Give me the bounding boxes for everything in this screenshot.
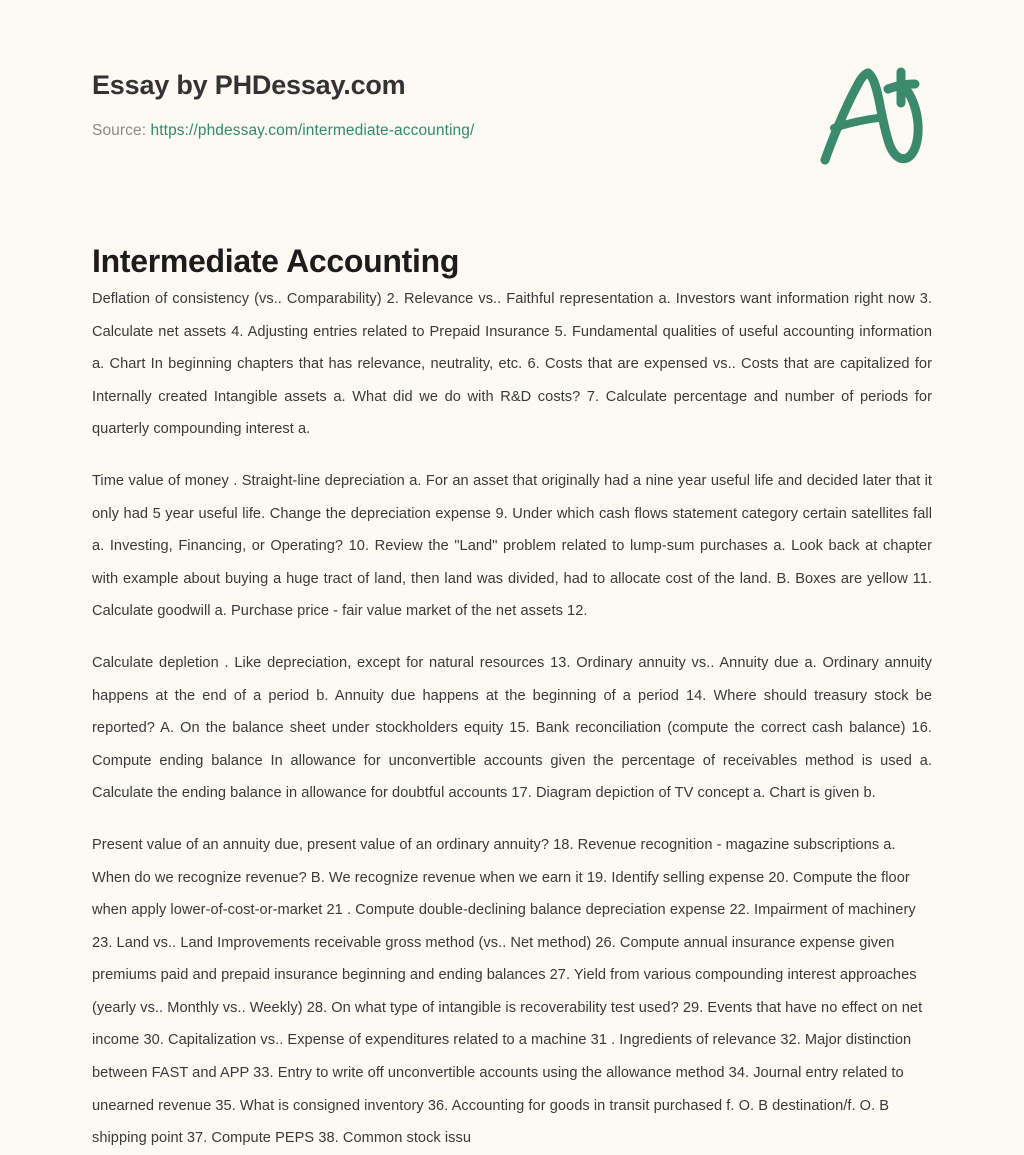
source-url-link[interactable]: https://phdessay.com/intermediate-accounting/ [150, 122, 475, 139]
page-header [0, 0, 1024, 200]
essay-body [92, 283, 932, 1155]
source-label: Source: [92, 122, 147, 139]
page-title: Intermediate Accounting [92, 243, 460, 280]
essay-paragraph: Deflation of consistency (vs.. Comparability) 2. Relevance vs.. Faithful representation a. Investors want information right now 3. Calculate net assets 4. Adjusting entries related to Prepaid Insurance 5. Fundamental qualities of useful accounting information a. Chart In beginning chapters that has relevance, neutrality, etc. 6. Costs that are expensed vs.. Costs that are capitalized for Internally created Intangible assets a. What did we do with R&D costs? 7. Calculate percentage and number of periods for quarterly compounding interest a. [92, 291, 932, 438]
a-plus-logo-icon [812, 62, 930, 172]
brand-byline: Essay by PHDessay.com [92, 70, 406, 100]
source-line [92, 122, 474, 140]
a-plus-logo [812, 62, 930, 172]
essay-paragraph: Present value of an annuity due, present value of an ordinary annuity? 18. Revenue recognition - magazine subscriptions a. When do we recognize revenue? B. We recognize revenue when we earn it 19. Identify selling expense 20. Compute the floor when apply lower-of-cost-or-market 21 . Compute double-declining balance depreciation expense 22. Impairment of machinery 23. Land vs.. Land Improvements receivable gross method (vs.. Net method) 26. Compute annual insurance expense given premiums paid and prepaid insurance beginning and ending balances 27. Yield from various compounding interest approaches (yearly vs.. Monthly vs.. Weekly) 28. On what type of intangible is recoverability test used? 29. Events that have no effect on net income 30. Capitalization vs.. Expense of expenditures related to a machine 31 . Ingredients of relevance 32. Major distinction between FAST and APP 33. Entry to write off unconvertible accounts using the allowance method 34. Journal entry related to unearned revenue 35. What is consigned inventory 36. Accounting for goods in transit purchased f. O. B destination/f. O. B shipping point 37. Compute PEPS 38. Common stock issu [92, 836, 923, 1147]
essay-paragraph: Calculate depletion . Like depreciation, except for natural resources 13. Ordinary annuity vs.. Annuity due a. Ordinary annuity happens at the end of a period b. Annuity due happens at the beginning of a period 14. Where should treasury stock be reported? A. On the balance sheet under stockholders equity 15. Bank reconciliation (compute the correct cash balance) 16. Compute ending balance In allowance for unconvertible accounts given the percentage of receivables method is used a. Calculate the ending balance in allowance for doubtful accounts 17. Diagram depiction of TV concept a. Chart is given b. [92, 654, 932, 802]
essay-paragraph: Time value of money . Straight-line depreciation a. For an asset that originally had a nine year useful life and decided later that it only had 5 year useful life. Change the depreciation expense 9. Under which cash flows statement category certain satellites fall a. Investing, Financing, or Operating? 10. Review the "Land" problem related to lump-sum purchases a. Look back at chapter with example about buying a huge tract of land, then land was divided, had to allocate cost of the land. B. Boxes are yellow 11. Calculate goodwill a. Purchase price - fair value market of the net assets 12. [92, 472, 932, 620]
